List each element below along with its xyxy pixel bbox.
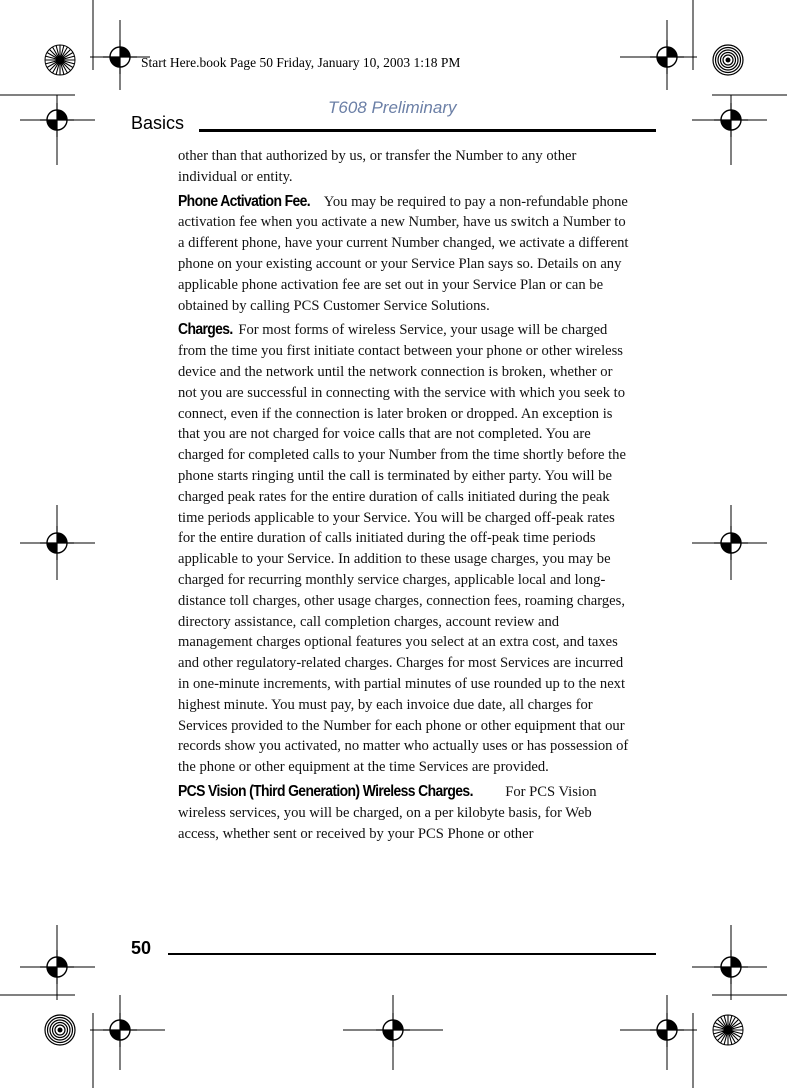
registration-mark-top-right xyxy=(620,20,697,90)
paragraph-text: You may be required to pay a non-refundable phone activation fee when you activate a new Number, have us switch a Number to a different phone, have your current Number changed, we activate a different phone on your existing account or your Service Plan says so. Details on any applicable phone activation fee are set out in your Service Plan or can be obtained by calling PCS Customer Service Solutions. xyxy=(178,193,629,314)
registration-mark-bottom-left xyxy=(90,995,165,1070)
running-header-title: Basics xyxy=(131,113,185,133)
registration-mark-left-upper xyxy=(20,95,95,165)
paragraph-text: other than that authorized by us, or transfer the Number to any other individual or entity. xyxy=(178,148,577,185)
paragraph-phone-activation-fee xyxy=(178,192,634,317)
target-mark-bottom-right xyxy=(713,1015,743,1045)
registration-mark-left-lower xyxy=(20,925,95,1000)
paragraph-continuation xyxy=(178,146,634,188)
page-number: 50 xyxy=(131,938,152,958)
paragraph-pcs-vision-charges xyxy=(178,782,634,844)
body-text xyxy=(178,146,634,844)
paragraph-charges xyxy=(178,320,634,778)
target-mark-bottom-left xyxy=(45,1015,75,1045)
print-slug-line: Start Here.book Page 50 Friday, January 10, 2003 1:18 PM xyxy=(141,55,461,70)
preliminary-watermark: T608 Preliminary xyxy=(328,98,457,117)
run-in-heading: Charges. xyxy=(178,321,233,339)
registration-mark-bottom-center xyxy=(343,995,443,1070)
registration-mark-right-upper xyxy=(692,95,767,165)
run-in-heading: Phone Activation Fee. xyxy=(178,192,310,210)
header-rule xyxy=(199,129,656,132)
paragraph-text: For PCS Vision wireless services, you will be charged, on a per kilobyte basis, for Web access, whether sent or received by your PCS Phone or other xyxy=(178,783,597,842)
target-mark-top-right xyxy=(713,45,743,75)
footer-rule xyxy=(168,953,656,955)
registration-mark-left-middle xyxy=(20,505,95,580)
registration-mark-right-lower xyxy=(692,925,767,1000)
target-mark-top-left xyxy=(45,45,75,75)
registration-mark-right-middle xyxy=(692,505,767,580)
paragraph-text: For most forms of wireless Service, your usage will be charged from the time you first initiate contact between your phone or other wireless device and the network until the network connection is broken, whether or not you are successful in connecting with the service with which you seek to connect, even if the connection is later broken or dropped. An exception is that you are not charged for voice calls that are not completed. You are charged for completed calls to your Number from the time shortly before the phone starts ringing until the call is terminated by either party. You will be charged peak rates for the entire duration of calls initiated during the peak time periods applicable to your Service. You will be charged off-peak rates for the entire duration of calls initiated during the off-peak time periods applicable to your Service. In addition to these usage charges, you may be charged for recurring monthly service charges, applicable local and long-distance toll charges, other usage charges, connection fees, roaming charges, directory assistance, call completion charges, account review and management charges optional features you select at an extra cost, and taxes and other regulatory-related charges. Charges for most Services are incurred in one-minute increments, with partial minutes of use rounded up to the next highest minute. You must pay, by each invoice due date, all charges for Services provided to the Number for each phone or other equipment that our records show you activated, no matter who actually uses or has possession of the phone or other equipment at the time Services are provided. xyxy=(178,322,629,776)
registration-mark-bottom-right xyxy=(620,995,697,1070)
run-in-heading: PCS Vision (Third Generation) Wireless Charges. xyxy=(178,782,473,800)
